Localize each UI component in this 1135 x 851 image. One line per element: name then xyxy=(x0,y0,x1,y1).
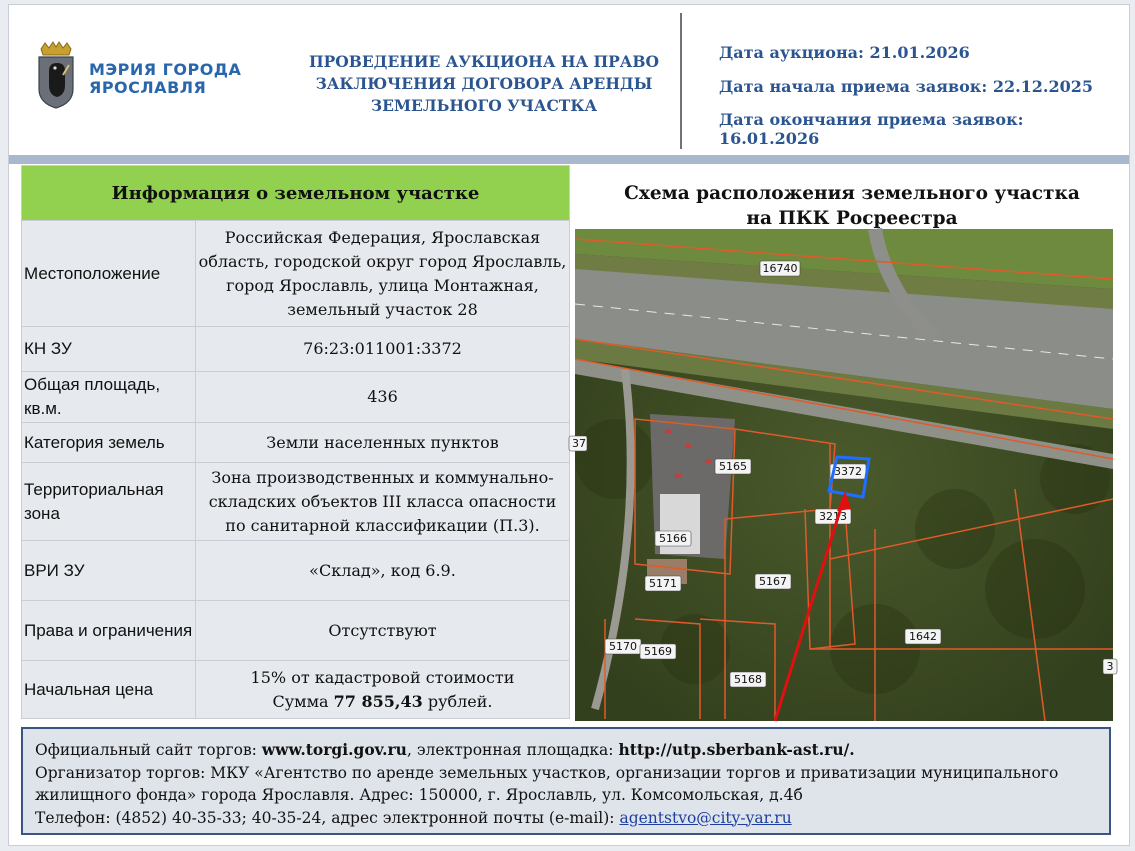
area-value: 436 xyxy=(196,372,570,423)
organizer-text: Организатор торгов: МКУ «Агентство по аренде земельных участков, организации торгов и приватизации муниципального жилищного фонда» города Ярославля. Адрес: 150000, г. Ярославль, ул. Комсомольская, д.4б xyxy=(35,763,1059,804)
zone-label: Территориальная зона xyxy=(22,463,196,541)
auction-poster xyxy=(8,4,1130,846)
parcel-label-37: 37 xyxy=(572,437,586,450)
category-value: Земли населенных пунктов xyxy=(196,423,570,463)
page-title xyxy=(289,51,679,117)
vri-value: «Склад», код 6.9. xyxy=(196,541,570,601)
vri-label: ВРИ ЗУ xyxy=(22,541,196,601)
logo-text xyxy=(89,61,241,97)
parcel-label-5171: 5171 xyxy=(649,577,677,590)
title-line2: ЗАКЛЮЧЕНИЯ ДОГОВОРА АРЕНДЫ xyxy=(315,74,653,93)
table-row xyxy=(22,601,570,661)
table-row xyxy=(22,221,570,327)
parcel-label-5170: 5170 xyxy=(609,640,637,653)
parcel-label-5165: 5165 xyxy=(719,460,747,473)
yaroslavl-coat-of-arms-icon xyxy=(35,41,77,113)
footer-line1: Официальный сайт торгов: www.torgi.gov.ru, электронная площадка: http://utp.sberbank-ast.ru/. xyxy=(35,740,855,759)
logo-text-line2: ЯРОСЛАВЛЯ xyxy=(89,78,207,97)
price-value xyxy=(196,661,570,719)
rights-label: Права и ограничения xyxy=(22,601,196,661)
header-strip xyxy=(9,155,1129,164)
parcel-label-5169: 5169 xyxy=(644,645,672,658)
table-row xyxy=(22,661,570,719)
phone-text: Телефон: (4852) 40-35-33; 40-35-24, адрес электронной почты (e-mail): xyxy=(35,808,615,827)
price-sum-suffix: рублей. xyxy=(427,691,493,711)
footer-info xyxy=(21,727,1111,835)
table-row xyxy=(22,372,570,423)
parcel-label-5168: 5168 xyxy=(734,673,762,686)
site-value: www.torgi.gov.ru xyxy=(261,740,407,759)
parcel-label-3372: 3372 xyxy=(834,465,862,478)
eplatform-value: http://utp.sberbank-ast.ru/. xyxy=(618,740,855,759)
parcel-label-5167: 5167 xyxy=(759,575,787,588)
cadastral-map xyxy=(572,229,1114,721)
price-sum-prefix: Сумма xyxy=(272,691,329,711)
logo-text-line1: МЭРИЯ ГОРОДА xyxy=(89,60,242,79)
parcel-label-16740: 16740 xyxy=(762,262,798,275)
table-row xyxy=(22,423,570,463)
parcel-label-5166: 5166 xyxy=(659,532,687,545)
table-row xyxy=(22,541,570,601)
kn-value: 76:23:011001:3372 xyxy=(196,327,570,372)
table-heading: Информация о земельном участке xyxy=(22,166,570,221)
kn-label: КН ЗУ xyxy=(22,327,196,372)
apply-start-date: Дата начала приема заявок: 22.12.2025 xyxy=(719,76,1094,96)
dates-block xyxy=(719,43,1129,148)
price-line1: 15% от кадастровой стоимости xyxy=(250,667,515,687)
title-line3: ЗЕМЕЛЬНОГО УЧАСТКА xyxy=(370,96,598,115)
category-label: Категория земель xyxy=(22,423,196,463)
email-link[interactable]: agentstvo@city-yar.ru xyxy=(619,808,792,827)
price-label: Начальная цена xyxy=(22,661,196,719)
location-value: Российская Федерация, Ярославская область, городской округ город Ярославль, город Ярославль, улица Монтажная, земельный участок 28 xyxy=(196,221,570,327)
price-sum xyxy=(198,690,567,714)
table-row xyxy=(22,166,570,221)
parcel-label-1642: 1642 xyxy=(909,630,937,643)
header xyxy=(9,5,1129,155)
apply-end-date: Дата окончания приема заявок: 16.01.2026 xyxy=(719,110,1024,148)
parcel-label-3: 3 xyxy=(1106,660,1114,673)
rights-value: Отсутствуют xyxy=(196,601,570,661)
plot-info-table xyxy=(21,165,570,719)
eplatform-label: электронная площадка: xyxy=(416,741,614,759)
price-sum-value: 77 855,43 xyxy=(333,691,423,711)
header-divider xyxy=(680,13,682,149)
map-title-line1: Схема расположения земельного участка xyxy=(624,183,1080,204)
auction-date: Дата аукциона: 21.01.2026 xyxy=(719,43,970,62)
footer-contacts xyxy=(35,807,1097,830)
location-label: Местоположение xyxy=(22,221,196,327)
map-title-line2: на ПКК Росреестра xyxy=(746,208,958,229)
title-line1: ПРОВЕДЕНИЕ АУКЦИОНА НА ПРАВО xyxy=(308,52,660,71)
map-title xyxy=(577,181,1127,231)
parcel-label-3213: 3213 xyxy=(819,510,847,523)
table-row xyxy=(22,327,570,372)
area-label: Общая площадь, кв.м. xyxy=(22,372,196,423)
zone-value: Зона производственных и коммунально-складских объектов III класса опасности по санитарной классификации (П.3). xyxy=(196,463,570,541)
site-label: Официальный сайт торгов: xyxy=(35,741,257,759)
table-row xyxy=(22,463,570,541)
